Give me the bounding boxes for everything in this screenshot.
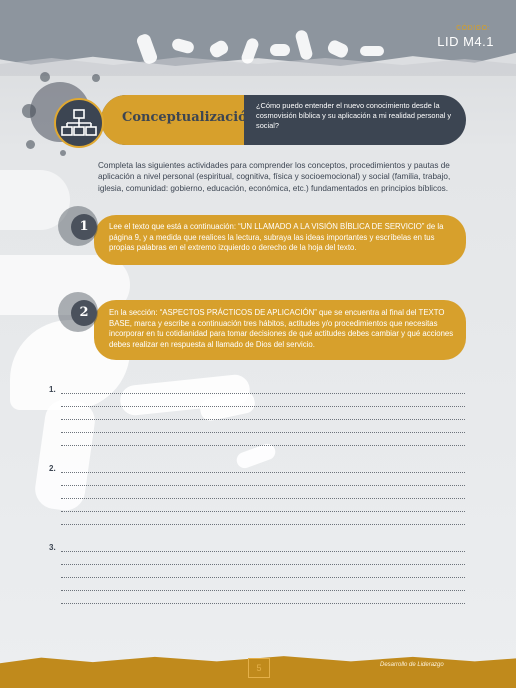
answer-1-line[interactable] bbox=[61, 393, 465, 394]
answer-3-line[interactable] bbox=[61, 577, 465, 578]
answer-3-label: 3. bbox=[49, 543, 56, 552]
answer-2-label: 2. bbox=[49, 464, 56, 473]
top-banner-edge bbox=[0, 56, 516, 76]
activity-1-text: Lee el texto que está a continuación: “UN LLAMADO A LA VISIÓN BÍBLICA DE SERVICIO” de la página 9, y a medida que realices la lectura, subraya las ideas importantes y escríbelas en tus propias palabras en el extremo izquierdo o derecho de la hoja del texto. bbox=[109, 222, 444, 253]
answer-3-line[interactable] bbox=[61, 564, 465, 565]
section-title: Conceptualización bbox=[122, 110, 257, 125]
answer-2-line[interactable] bbox=[61, 524, 465, 525]
footer-book-title: Desarrollo de Liderazgo bbox=[380, 662, 444, 668]
code-label: CÓDIGO: bbox=[456, 25, 490, 32]
answer-1-label: 1. bbox=[49, 385, 56, 394]
answer-1-line[interactable] bbox=[61, 432, 465, 433]
answer-2-line[interactable] bbox=[61, 485, 465, 486]
page-number: 5 bbox=[248, 658, 270, 678]
activity-1-number-badge: 1 bbox=[71, 214, 97, 240]
answer-2-line[interactable] bbox=[61, 498, 465, 499]
answer-3-line[interactable] bbox=[61, 603, 465, 604]
top-banner bbox=[0, 0, 516, 66]
answer-2-line[interactable] bbox=[61, 472, 465, 473]
instructions-paragraph: Completa las siguientes actividades para comprender los conceptos, procedimientos y pautas de aplicación a nivel personal (espiritual, cognitiva, física y socioemocional) y social (familia, trabajo, iglesia, comunidad: gobierno, educación, económica, etc.) fundamentados en principios bíblicos. bbox=[98, 161, 451, 193]
activity-2-number-badge: 2 bbox=[71, 300, 97, 326]
answer-3-line[interactable] bbox=[61, 590, 465, 591]
answer-3-line[interactable] bbox=[61, 551, 465, 552]
activity-2-text: En la sección: “ASPECTOS PRÁCTICOS DE APLICACIÓN” que se encuentra al final del TEXTO BASE, marca y escribe a continuación tres hábitos, actitudes y/o procedimientos que necesitas incorporar en tu cotidianidad para tomar decisiones de qué actitudes debes cambiar y qué acciones debes realizar en respuesta al llamado de Dios del servicio. bbox=[109, 308, 454, 349]
section-icon-circle bbox=[54, 98, 104, 148]
answer-1-line[interactable] bbox=[61, 445, 465, 446]
answer-1-line[interactable] bbox=[61, 406, 465, 407]
section-guiding-question: ¿Cómo puedo entender el nuevo conocimiento desde la cosmovisión bíblica y su aplicación a mi realidad personal y social? bbox=[256, 101, 452, 130]
code-value: LID M4.1 bbox=[437, 34, 494, 49]
answer-2-line[interactable] bbox=[61, 511, 465, 512]
answer-1-line[interactable] bbox=[61, 419, 465, 420]
hierarchy-icon bbox=[56, 100, 102, 146]
